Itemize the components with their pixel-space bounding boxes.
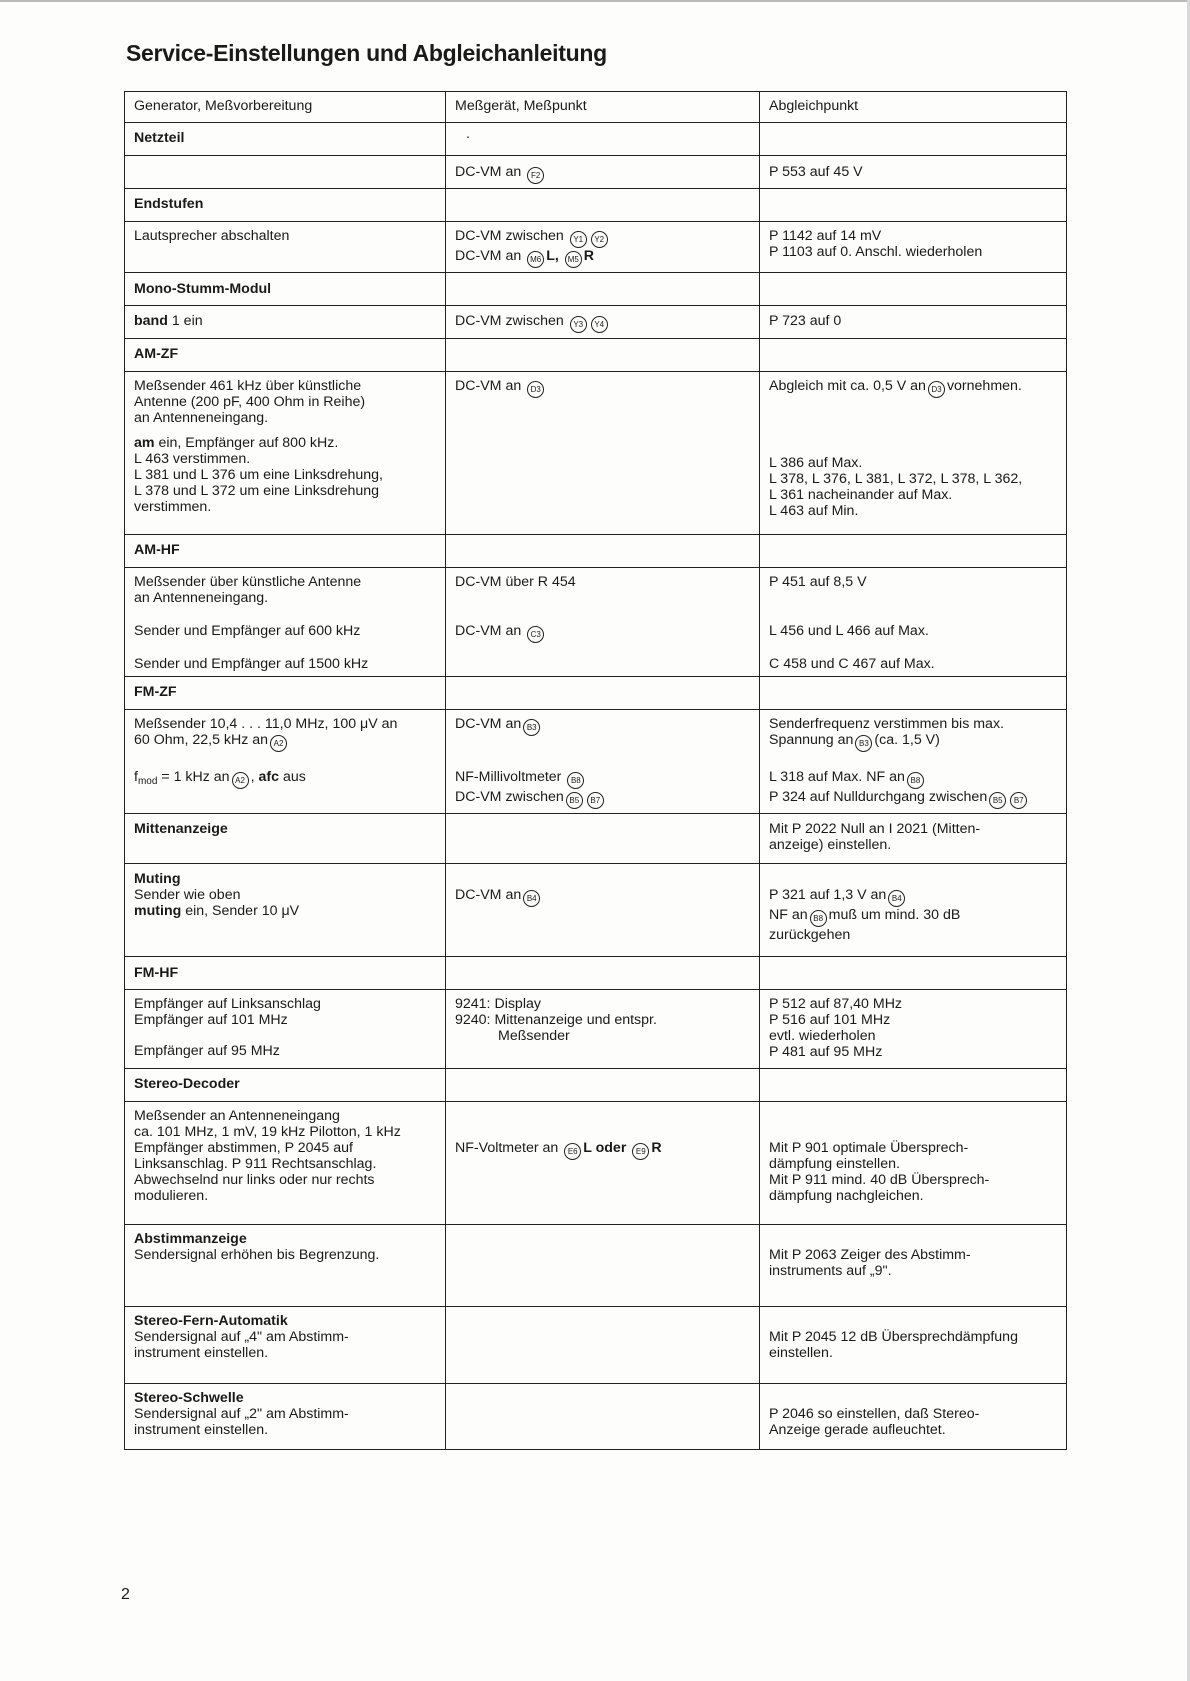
cell-text: Senderfrequenz verstimmen bis max. bbox=[769, 716, 1004, 732]
measure-point-icon: B3 bbox=[855, 735, 872, 752]
section-title: Stereo-Fern-Automatik bbox=[134, 1313, 288, 1329]
page-number: 2 bbox=[121, 1586, 130, 1603]
section-row-mono bbox=[125, 273, 1067, 306]
table-cell bbox=[446, 306, 760, 339]
table-cell bbox=[760, 273, 1067, 306]
cell-text: Anzeige gerade aufleuchtet. bbox=[769, 1422, 946, 1438]
cell-text: P 324 auf Nulldurchgang zwischen bbox=[769, 789, 988, 805]
table-cell: Lautsprecher abschalten bbox=[125, 222, 446, 273]
measure-point-icon: A2 bbox=[270, 735, 287, 752]
table-cell bbox=[446, 710, 760, 814]
measure-point-icon: Y3 bbox=[570, 316, 587, 333]
table-cell bbox=[446, 677, 760, 710]
measure-point-icon: E6 bbox=[564, 1143, 581, 1160]
section-title: Stereo-Schwelle bbox=[134, 1390, 244, 1406]
cell-text: Mit P 2063 Zeiger des Abstimm- bbox=[769, 1247, 971, 1263]
channel-label: R bbox=[583, 248, 594, 264]
cell-text: an Antenneneingang. bbox=[134, 410, 269, 426]
cell-text: Mit P 2022 Null an I 2021 (Mitten- bbox=[769, 821, 981, 837]
cell-text: Meßsender 10,4 . . . 11,0 MHz, 100 μV an bbox=[134, 716, 398, 732]
cell-text: DC-VM an bbox=[455, 164, 522, 180]
section-row-endstufen bbox=[125, 189, 1067, 222]
cell-text: 9241: Display bbox=[455, 996, 541, 1012]
table-cell bbox=[760, 814, 1067, 864]
table-cell bbox=[446, 535, 760, 568]
header-messgeraet: Meßgerät, Meßpunkt bbox=[446, 92, 760, 123]
section-title: Mono-Stumm-Modul bbox=[125, 273, 446, 306]
measure-point-icon: B7 bbox=[587, 792, 604, 809]
cell-text: ein, Empfänger auf 800 kHz. bbox=[158, 435, 339, 451]
section-row-mittenanzeige bbox=[125, 814, 1067, 864]
table-cell bbox=[760, 677, 1067, 710]
table-cell bbox=[125, 568, 446, 677]
table-cell bbox=[125, 1307, 446, 1384]
cell-text: Mit P 901 optimale Übersprech- bbox=[769, 1140, 969, 1156]
channel-label: L oder bbox=[583, 1140, 627, 1156]
cell-text: modulieren. bbox=[134, 1188, 209, 1204]
section-title: Mittenanzeige bbox=[125, 814, 446, 864]
cell-text: Sendersignal auf „2" am Abstimm- bbox=[134, 1406, 349, 1422]
table-cell bbox=[446, 189, 760, 222]
table-cell bbox=[125, 710, 446, 814]
table-cell bbox=[760, 864, 1067, 957]
table-cell bbox=[446, 1384, 760, 1450]
page-top-edge bbox=[0, 0, 1190, 2]
cell-text: = 1 kHz an bbox=[161, 769, 230, 785]
table-cell bbox=[446, 1069, 760, 1102]
measure-point-icon: D3 bbox=[527, 381, 544, 398]
cell-text: Mit P 911 mind. 40 dB Übersprech- bbox=[769, 1172, 990, 1188]
cell-text: DC-VM über R 454 bbox=[455, 574, 576, 590]
table-cell bbox=[125, 156, 446, 189]
cell-text: Abwechselnd nur links oder nur rechts bbox=[134, 1172, 375, 1188]
table-cell bbox=[760, 990, 1067, 1069]
cell-text: DC-VM an bbox=[455, 716, 522, 732]
section-title: Netzteil bbox=[125, 123, 446, 156]
cell-text: dämpfung nachgleichen. bbox=[769, 1188, 924, 1204]
measure-point-icon: B4 bbox=[523, 890, 540, 907]
table-cell bbox=[446, 568, 760, 677]
cell-text: P 2046 so einstellen, daß Stereo- bbox=[769, 1406, 980, 1422]
cell-text: Sender und Empfänger auf 600 kHz bbox=[134, 623, 361, 639]
page-title: Service-Einstellungen und Abgleichanleitung bbox=[126, 40, 607, 66]
cell-text: afc bbox=[258, 769, 279, 785]
cell-text: , bbox=[250, 769, 255, 785]
section-title: Muting bbox=[134, 871, 181, 887]
cell-text: Meßsender über künstliche Antenne bbox=[134, 574, 362, 590]
table-cell bbox=[446, 156, 760, 189]
cell-text: L 463 auf Min. bbox=[769, 503, 859, 519]
table-cell bbox=[760, 1307, 1067, 1384]
table-cell bbox=[760, 339, 1067, 372]
table-cell bbox=[125, 1225, 446, 1307]
cell-text: an Antenneneingang. bbox=[134, 590, 269, 606]
cell-text: Sender wie oben bbox=[134, 887, 241, 903]
table-cell bbox=[446, 123, 760, 156]
table-row bbox=[125, 1102, 1067, 1225]
section-title: Endstufen bbox=[125, 189, 446, 222]
table-row bbox=[125, 156, 1067, 189]
measure-point-icon: Y2 bbox=[591, 231, 608, 248]
measure-point-icon: C3 bbox=[527, 626, 544, 643]
cell-text: evtl. wiederholen bbox=[769, 1028, 876, 1044]
cell-text: Sendersignal erhöhen bis Begrenzung. bbox=[134, 1247, 380, 1263]
cell-text: verstimmen. bbox=[134, 499, 212, 515]
table-cell bbox=[760, 568, 1067, 677]
cell-text: instrument einstellen. bbox=[134, 1345, 269, 1361]
table-row bbox=[125, 990, 1067, 1069]
cell-text: Meßsender 461 kHz über künstliche bbox=[134, 378, 362, 394]
table-cell: P 723 auf 0 bbox=[760, 306, 1067, 339]
cell-text: Spannung an bbox=[769, 732, 854, 748]
cell-text: am bbox=[134, 435, 155, 451]
table-cell bbox=[446, 864, 760, 957]
table-cell bbox=[446, 273, 760, 306]
cell-text: DC-VM an bbox=[455, 378, 522, 394]
measure-point-icon: M5 bbox=[565, 251, 582, 268]
cell-text: band bbox=[134, 313, 168, 329]
cell-text: P 321 auf 1,3 V an bbox=[769, 887, 887, 903]
cell-text: Empfänger abstimmen, P 2045 auf bbox=[134, 1140, 353, 1156]
measure-point-icon: M6 bbox=[527, 251, 544, 268]
measure-point-icon: B8 bbox=[567, 772, 584, 789]
cell-text: instruments auf „9". bbox=[769, 1263, 892, 1279]
table-row bbox=[125, 710, 1067, 814]
cell-text: P 481 auf 95 MHz bbox=[769, 1044, 883, 1060]
channel-label: L, bbox=[546, 248, 559, 264]
cell-text: DC-VM an bbox=[455, 248, 522, 264]
cell-text: instrument einstellen. bbox=[134, 1422, 269, 1438]
measure-point-icon: B4 bbox=[888, 890, 905, 907]
section-row-fmhf bbox=[125, 957, 1067, 990]
channel-label: R bbox=[651, 1140, 662, 1156]
cell-text: L 378 und L 372 um eine Linksdrehung bbox=[134, 483, 380, 499]
cell-text: einstellen. bbox=[769, 1345, 833, 1361]
cell-text: L 318 auf Max. NF an bbox=[769, 769, 905, 785]
cell-text: P 1142 auf 14 mV bbox=[769, 228, 882, 244]
measure-point-icon: A2 bbox=[232, 772, 249, 789]
measure-point-icon: B8 bbox=[810, 910, 827, 927]
section-title: Stereo-Decoder bbox=[125, 1069, 446, 1102]
table-cell bbox=[760, 1225, 1067, 1307]
measure-point-icon: B5 bbox=[566, 792, 583, 809]
section-title: AM-HF bbox=[125, 535, 446, 568]
cell-text: NF-Voltmeter an bbox=[455, 1140, 559, 1156]
cell-text: Sendersignal auf „4" am Abstimm- bbox=[134, 1329, 349, 1345]
section-row-abstimmanzeige bbox=[125, 1225, 1067, 1307]
cell-text: C 458 und C 467 auf Max. bbox=[769, 656, 935, 672]
section-row-amhf bbox=[125, 535, 1067, 568]
cell-text: zurückgehen bbox=[769, 927, 851, 943]
cell-text: (ca. 1,5 V) bbox=[874, 732, 940, 748]
cell-text: L 381 und L 376 um eine Linksdrehung, bbox=[134, 467, 383, 483]
stray-dot: . bbox=[466, 126, 470, 142]
section-title: FM-HF bbox=[125, 957, 446, 990]
measure-point-icon: E9 bbox=[632, 1143, 649, 1160]
table-cell bbox=[760, 1384, 1067, 1450]
section-row-stereo-decoder bbox=[125, 1069, 1067, 1102]
cell-text: muß um mind. 30 dB bbox=[828, 907, 961, 923]
header-abgleichpunkt: Abgleichpunkt bbox=[760, 92, 1067, 123]
cell-text: Empfänger auf 95 MHz bbox=[134, 1043, 280, 1059]
table-cell bbox=[760, 372, 1067, 535]
cell-text: Linksanschlag. P 911 Rechtsanschlag. bbox=[134, 1156, 377, 1172]
cell-text: Meßsender bbox=[498, 1028, 570, 1044]
table-row bbox=[125, 568, 1067, 677]
cell-text: Empfänger auf Linksanschlag bbox=[134, 996, 321, 1012]
table-cell bbox=[760, 535, 1067, 568]
table-row bbox=[125, 372, 1067, 535]
cell-text: NF an bbox=[769, 907, 808, 923]
cell-text: 60 Ohm, 22,5 kHz an bbox=[134, 732, 269, 748]
table-cell bbox=[446, 1225, 760, 1307]
cell-text: P 451 auf 8,5 V bbox=[769, 574, 867, 590]
cell-text: ein, Sender 10 μV bbox=[185, 903, 300, 919]
cell-text: Sender und Empfänger auf 1500 kHz bbox=[134, 656, 369, 672]
table-cell bbox=[760, 1069, 1067, 1102]
measure-point-icon: Y4 bbox=[591, 316, 608, 333]
cell-text: Antenne (200 pF, 400 Ohm in Reihe) bbox=[134, 394, 366, 410]
cell-text: dämpfung einstellen. bbox=[769, 1156, 900, 1172]
cell-text: NF-Millivoltmeter bbox=[455, 769, 562, 785]
cell-text: Meßsender an Antenneneingang bbox=[134, 1108, 340, 1124]
cell-text: f bbox=[134, 769, 138, 785]
cell-text: P 516 auf 101 MHz bbox=[769, 1012, 891, 1028]
table-cell bbox=[125, 990, 446, 1069]
adjustment-table bbox=[124, 91, 1067, 1450]
section-row-muting bbox=[125, 864, 1067, 957]
cell-text: Abgleich mit ca. 0,5 V an bbox=[769, 378, 926, 394]
table-cell bbox=[125, 1384, 446, 1450]
cell-text: DC-VM zwischen bbox=[455, 789, 564, 805]
table-cell bbox=[760, 222, 1067, 273]
cell-text: L 386 auf Max. bbox=[769, 455, 863, 471]
cell-text: vornehmen. bbox=[946, 378, 1022, 394]
table-cell bbox=[446, 372, 760, 535]
measure-point-icon: B5 bbox=[989, 792, 1006, 809]
measure-point-icon: B3 bbox=[523, 719, 540, 736]
table-row bbox=[125, 222, 1067, 273]
cell-text: DC-VM an bbox=[455, 623, 522, 639]
cell-text: muting bbox=[134, 903, 182, 919]
measure-point-icon: B8 bbox=[907, 772, 924, 789]
cell-text: L 378, L 376, L 381, L 372, L 378, L 362, bbox=[769, 471, 1023, 487]
cell-text: P 1103 auf 0. Anschl. wiederholen bbox=[769, 244, 983, 260]
subscript: mod bbox=[137, 776, 158, 787]
table-cell bbox=[446, 990, 760, 1069]
table-cell bbox=[446, 222, 760, 273]
section-row-netzteil bbox=[125, 123, 1067, 156]
cell-text: P 512 auf 87,40 MHz bbox=[769, 996, 903, 1012]
table-cell bbox=[125, 306, 446, 339]
table-cell: P 553 auf 45 V bbox=[760, 156, 1067, 189]
measure-point-icon: B7 bbox=[1010, 792, 1027, 809]
cell-text: aus bbox=[282, 769, 306, 785]
cell-text: anzeige) einstellen. bbox=[769, 837, 892, 853]
cell-text: L 361 nacheinander auf Max. bbox=[769, 487, 953, 503]
section-title: FM-ZF bbox=[125, 677, 446, 710]
table-cell bbox=[760, 710, 1067, 814]
cell-text: DC-VM zwischen bbox=[455, 228, 564, 244]
section-row-fmzf bbox=[125, 677, 1067, 710]
table-cell bbox=[125, 372, 446, 535]
table-cell bbox=[760, 957, 1067, 990]
cell-text: DC-VM zwischen bbox=[455, 313, 564, 329]
table-cell bbox=[125, 864, 446, 957]
table-cell bbox=[446, 957, 760, 990]
table-cell bbox=[760, 1102, 1067, 1225]
table-cell bbox=[125, 1102, 446, 1225]
table-row bbox=[125, 306, 1067, 339]
measure-point-icon: F2 bbox=[527, 167, 544, 184]
cell-text: Mit P 2045 12 dB Übersprechdämpfung bbox=[769, 1329, 1018, 1345]
cell-text: 1 ein bbox=[171, 313, 203, 329]
table-cell bbox=[446, 1102, 760, 1225]
section-title: Abstimmanzeige bbox=[134, 1231, 247, 1247]
table-header-row bbox=[125, 92, 1067, 123]
table-cell bbox=[760, 189, 1067, 222]
cell-text: DC-VM an bbox=[455, 887, 522, 903]
cell-text: 9240: Mittenanzeige und entspr. bbox=[455, 1012, 657, 1028]
section-title: AM-ZF bbox=[125, 339, 446, 372]
table-cell bbox=[446, 1307, 760, 1384]
section-row-stereo-fern-automatik bbox=[125, 1307, 1067, 1384]
cell-text: L 463 verstimmen. bbox=[134, 451, 251, 467]
cell-text: Empfänger auf 101 MHz bbox=[134, 1012, 288, 1028]
header-generator: Generator, Meßvorbereitung bbox=[125, 92, 446, 123]
measure-point-icon: Y1 bbox=[570, 231, 587, 248]
cell-text: L 456 und L 466 auf Max. bbox=[769, 623, 929, 639]
cell-text: ca. 101 MHz, 1 mV, 19 kHz Pilotton, 1 kHz bbox=[134, 1124, 401, 1140]
table-cell bbox=[446, 814, 760, 864]
table-cell bbox=[760, 123, 1067, 156]
measure-point-icon: D3 bbox=[928, 381, 945, 398]
section-row-stereo-schwelle bbox=[125, 1384, 1067, 1450]
section-row-amzf bbox=[125, 339, 1067, 372]
table-cell bbox=[446, 339, 760, 372]
